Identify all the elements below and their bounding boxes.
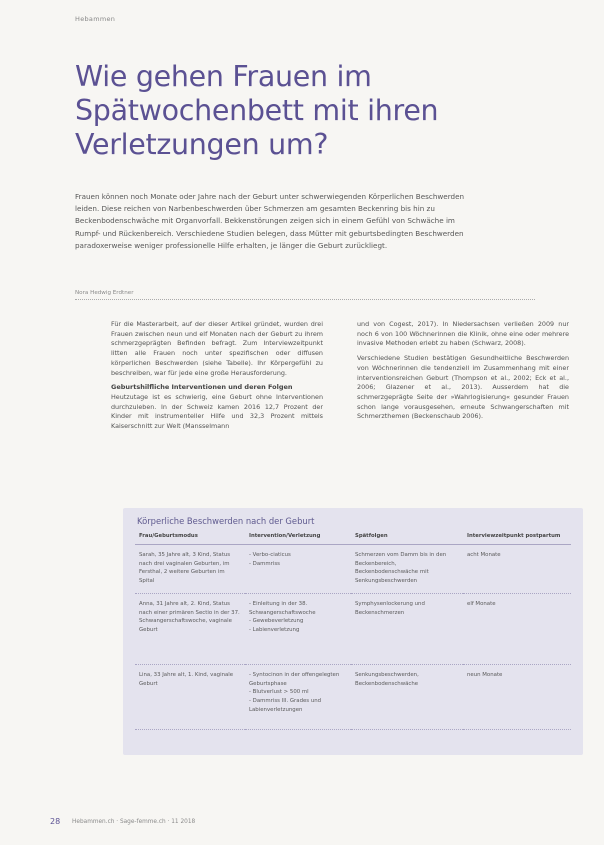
list-item: - Gewebeverletzung xyxy=(249,617,347,626)
article-title: Wie gehen Frauen im Spätwochenbett mit ihren Verletzungen um? xyxy=(75,60,439,161)
left-paragraph-1: Für die Masterarbeit, auf der dieser Artikel gründet, wurden drei Frauen zwischen neun und elf Monaten nach der Geburt zu ihrem schmerzgeprägten Befinden befragt. Zum Interviewzeitpunkt litten alle Frauen noch unter spezifischen oder diffusen körperlichen Beschwerden (siehe Tabelle). Ihr Körpergefühl zu beschreiben, war für jede eine große Herausforderung. xyxy=(111,320,323,377)
table-header: Spätfolgen xyxy=(351,532,463,544)
list-item: - Blutverlust > 500 ml xyxy=(249,688,347,697)
complaints-table xyxy=(135,532,571,730)
list-item: - Verbo-ciaticus xyxy=(249,551,347,560)
table-title: Körperliche Beschwerden nach der Geburt xyxy=(137,516,315,526)
article-byline: Nora Hedwig Erdtner xyxy=(75,290,134,296)
info-box xyxy=(123,508,583,755)
table-cell: Anna, 31 Jahre alt, 2. Kind, Status nach einer primären Sectio in der 37. Schwangerschaftswoche, vaginale Geburt xyxy=(135,593,245,664)
right-paragraph-1: und von Cogest, 2017). In Niedersachsen verließen 2009 nur noch 6 von 100 Wöchnerinnen die Klinik, ohne eine oder mehrere invasive Methoden erlebt zu haben (Schwarz, 2008). xyxy=(357,320,569,348)
table-header: Frau/Geburtsmodus xyxy=(135,532,245,544)
table-cell: Symphysenlockerung und Beckenschmerzen xyxy=(351,593,463,664)
table-cell: elf Monate xyxy=(463,593,571,664)
page-number: 28 xyxy=(50,817,61,826)
table-header: Intervention/Verletzung xyxy=(245,532,351,544)
page-footer xyxy=(50,817,195,826)
table-row xyxy=(135,593,571,664)
table-row xyxy=(135,664,571,729)
list-item: - Labienverletzung xyxy=(249,626,347,635)
table-cell xyxy=(245,544,351,593)
section-heading: Geburtshilfliche Interventionen und deren Folgen xyxy=(111,383,293,392)
footer-text: Hebammen.ch · Sage-femme.ch · 11 2018 xyxy=(72,819,196,825)
table-header: Interviewzeitpunkt postpartum xyxy=(463,532,571,544)
divider xyxy=(75,299,535,300)
table-cell: acht Monate xyxy=(463,544,571,593)
right-paragraph-2: Verschiedene Studien bestätigen Gesundheitliche Beschwerden von Wöchnerinnen die tendenziell im Zusammenhang mit einer interventionsreichen Geburt (Thompson et al., 2002; Eck et al., 2006; Glazener et al., 2013). Ausserdem hat die schmerzgeprägte Seite der »Wahrlogisierung« gesunder Frauen schon lange vorausgesehen, erneute Schwangerschaften mit Schmerzthemen (Beckenschaub 2006). xyxy=(357,354,569,421)
section-label: Hebammen xyxy=(75,15,116,23)
list-item: - Syntocinon in der offengelegten Geburtsphase xyxy=(249,671,347,689)
left-column xyxy=(111,320,323,437)
table-cell: Sarah, 35 Jahre alt, 3 Kind, Status nach drei vaginalen Geburten, im Fersthal, 2 weitere Geburten im Spital xyxy=(135,544,245,593)
list-item: - Dammriss xyxy=(249,560,347,569)
table-cell: Senkungsbeschwerden, Beckenbodenschwäche xyxy=(351,664,463,729)
list-item: - Dammriss III. Grades und Labienverletzungen xyxy=(249,697,347,715)
article-lead: Frauen können noch Monate oder Jahre nach der Geburt unter schwerwiegenden Körperlichen Beschwerden leiden. Diese reichen von Narbenbeschwerden über Schmerzen am gesamten Beckenring bis hin zu Beckenbodenschwäche mit Organvorfall. Bekkenstörungen zeigen sich in einem Gefühl von Schwäche im Rumpf- und Rückenbereich. Verschiedene Studien belegen, dass Mütter mit geburtsbedingten Beschwerden paradoxerweise weniger professionelle Hilfe erhalten, je länger die Geburt zurückliegt. xyxy=(75,192,465,250)
left-paragraph-2: Heutzutage ist es schwierig, eine Geburt ohne Interventionen durchzuleben. In der Schweiz kamen 2016 12,7 Prozent der Kinder mit instrumenteller Hilfe und 32,3 Prozent mittels Kaiserschnitt zur Welt (Mansselmann xyxy=(111,392,323,431)
table-cell: Lina, 33 Jahre alt, 1. Kind, vaginale Geburt xyxy=(135,664,245,729)
list-item: - Einleitung in der 38. Schwangerschaftswoche xyxy=(249,600,347,618)
table-cell: Schmerzen vom Damm bis in den Beckenbereich, Beckenbodenschwäche mit Senkungsbeschwerden xyxy=(351,544,463,593)
table-row xyxy=(135,544,571,593)
table-cell xyxy=(245,664,351,729)
right-column xyxy=(357,320,569,427)
table-cell xyxy=(245,593,351,664)
table-header-row xyxy=(135,532,571,544)
table-cell: neun Monate xyxy=(463,664,571,729)
